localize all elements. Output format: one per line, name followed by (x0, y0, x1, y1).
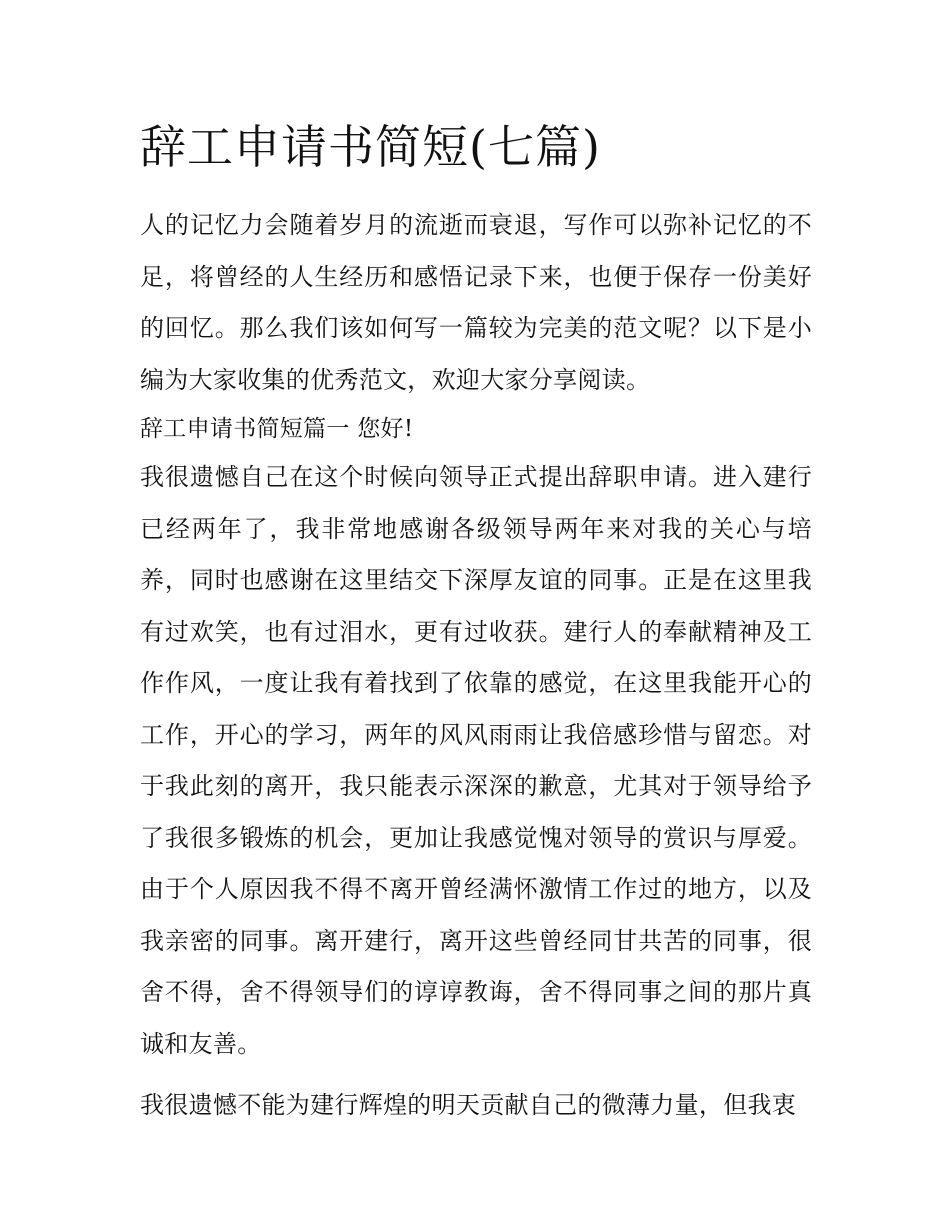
body-paragraph-1: 我很遗憾自己在这个时候向领导正式提出辞职申请。进入建行已经两年了，我非常地感谢各级领导两年来对我的关心与培养，同时也感谢在这里结交下深厚友谊的同事。正是在这里我有过欢笑，也有过泪水，更有过收获。建行人的奉献精神及工作作风，一度让我有着找到了依靠的感觉，在这里我能开心的工作，开心的学习，两年的风风雨雨让我倍感珍惜与留恋。对于我此刻的离开，我只能表示深深的歉意，尤其对于领导给予了我很多锻炼的机会，更加让我感觉愧对领导的赏识与厚爱。由于个人原因我不得不离开曾经满怀激情工作过的地方，以及我亲密的同事。离开建行，离开这些曾经同甘共苦的同事，很舍不得，舍不得领导们的谆谆教诲，舍不得同事之间的那片真诚和友善。 (140, 463, 812, 1058)
intro-paragraph: 人的记忆力会随着岁月的流逝而衰退，写作可以弥补记忆的不足，将曾经的人生经历和感悟记录下来，也便于保存一份美好的回忆。那么我们该如何写一篇较为完美的范文呢？以下是小编为大家收集的优秀范文，欢迎大家分享阅读。 (140, 211, 812, 394)
section-heading: 辞工申请书简短篇一 您好! (140, 416, 414, 442)
document-title: 辞工申请书简短(七篇) (140, 120, 601, 174)
body-paragraph-2: 我很遗憾不能为建行辉煌的明天贡献自己的微薄力量，但我衷 (140, 1091, 797, 1119)
document-page (140, 112, 812, 1132)
